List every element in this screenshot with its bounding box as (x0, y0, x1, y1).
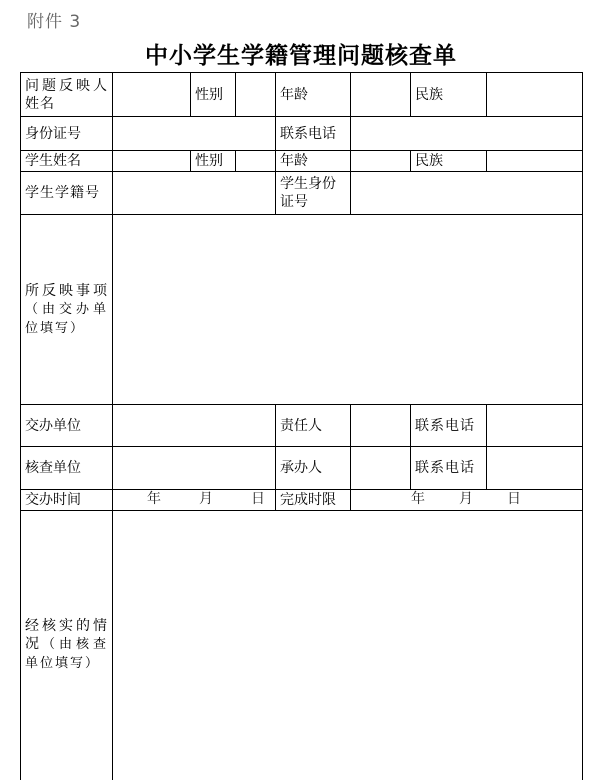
deadline-month-mark: 月 (459, 491, 473, 507)
student-registry-field[interactable] (113, 172, 276, 215)
student-registry-label: 学生学籍号 (21, 172, 113, 215)
assigning-contact-phone-label: 联系电话 (411, 405, 487, 447)
student-ethnicity-label: 民族 (411, 151, 487, 172)
id-number-field[interactable] (113, 117, 276, 151)
reporter-name-label: 问题反映人姓名 (21, 73, 113, 117)
time-row (21, 490, 583, 511)
verifying-unit-field[interactable] (113, 447, 276, 490)
assigned-time-label: 交办时间 (21, 490, 113, 511)
reported-matter-row (21, 215, 583, 405)
reporter-row (21, 73, 583, 117)
student-id-field[interactable] (351, 172, 583, 215)
verification-form-table (20, 72, 583, 780)
reporter-age-label: 年龄 (276, 73, 351, 117)
responsible-person-field[interactable] (351, 405, 411, 447)
verified-situation-note: （由核查单位填写） (25, 637, 108, 672)
verified-situation-label (21, 511, 113, 780)
student-row (21, 151, 583, 172)
verifying-unit-row (21, 447, 583, 490)
contact-phone-field[interactable] (351, 117, 583, 151)
student-name-label: 学生姓名 (21, 151, 113, 172)
attachment-label: 附件 3 (27, 12, 82, 32)
student-registry-row (21, 172, 583, 215)
deadline-label: 完成时限 (276, 490, 351, 511)
student-age-field[interactable] (351, 151, 411, 172)
verifying-unit-label: 核查单位 (21, 447, 113, 490)
reported-matter-field[interactable] (113, 215, 583, 405)
contact-phone-label: 联系电话 (276, 117, 351, 151)
student-age-label: 年龄 (276, 151, 351, 172)
assigned-year-mark: 年 (147, 491, 161, 507)
verifying-contact-phone-field[interactable] (487, 447, 583, 490)
deadline-field[interactable] (351, 490, 583, 511)
verified-situation-field[interactable] (113, 511, 583, 780)
reporter-id-row (21, 117, 583, 151)
student-gender-field[interactable] (236, 151, 276, 172)
handler-label: 承办人 (276, 447, 351, 490)
assigned-month-mark: 月 (199, 491, 213, 507)
reporter-ethnicity-field[interactable] (487, 73, 583, 117)
student-id-label: 学生身份证号 (276, 172, 351, 215)
assigned-time-field[interactable] (113, 490, 276, 511)
reported-matter-title: 所反映事项 (25, 282, 108, 299)
student-gender-label: 性别 (191, 151, 236, 172)
form-title: 中小学生学籍管理问题核查单 (145, 43, 457, 69)
reported-matter-note: （由交办单位填写） (25, 301, 108, 336)
reporter-name-field[interactable] (113, 73, 191, 117)
reporter-gender-label: 性别 (191, 73, 236, 117)
student-name-field[interactable] (113, 151, 191, 172)
verified-situation-title: 经核实的情况 (25, 618, 108, 653)
student-ethnicity-field[interactable] (487, 151, 583, 172)
reported-matter-label (21, 215, 113, 405)
reporter-gender-field[interactable] (236, 73, 276, 117)
assigning-contact-phone-field[interactable] (487, 405, 583, 447)
handler-field[interactable] (351, 447, 411, 490)
deadline-day-mark: 日 (507, 491, 521, 507)
assigning-unit-row (21, 405, 583, 447)
deadline-year-mark: 年 (411, 491, 425, 507)
verifying-contact-phone-label: 联系电话 (411, 447, 487, 490)
assigned-day-mark: 日 (251, 491, 265, 507)
id-number-label: 身份证号 (21, 117, 113, 151)
assigning-unit-label: 交办单位 (21, 405, 113, 447)
reporter-ethnicity-label: 民族 (411, 73, 487, 117)
responsible-person-label: 责任人 (276, 405, 351, 447)
verified-situation-row (21, 511, 583, 780)
reporter-age-field[interactable] (351, 73, 411, 117)
assigning-unit-field[interactable] (113, 405, 276, 447)
